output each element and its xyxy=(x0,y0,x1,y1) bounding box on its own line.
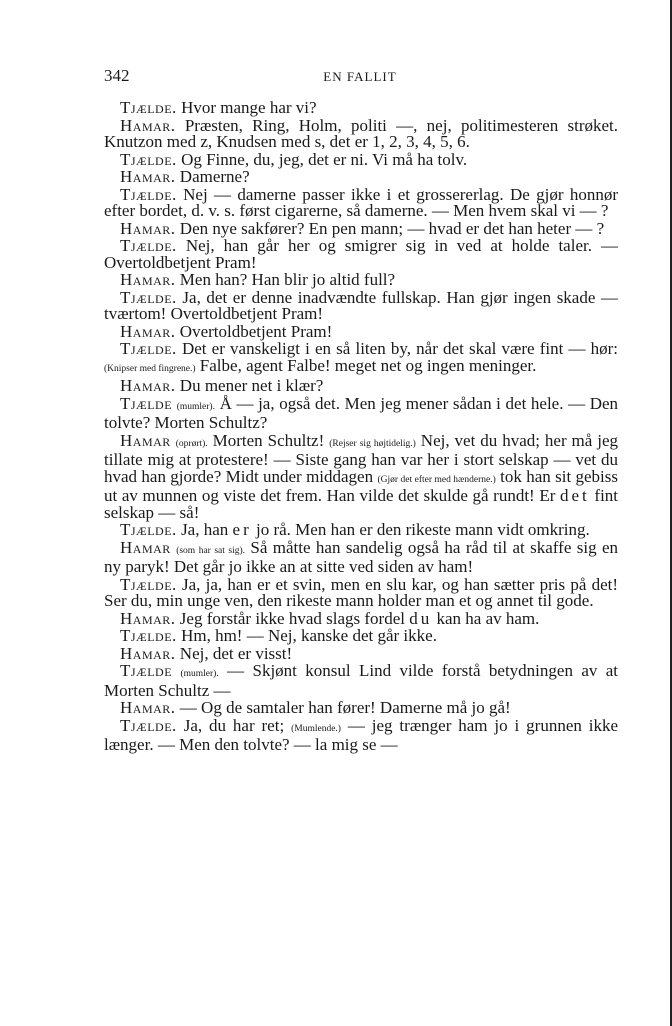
dialogue-line xyxy=(104,574,618,610)
dialogue-line xyxy=(104,238,618,271)
speaker-name: Tjælde. xyxy=(120,184,177,204)
line-text: Nej, det er visst! xyxy=(179,643,293,663)
speaker-name: Tjælde. xyxy=(120,339,177,358)
dialogue-text xyxy=(104,100,618,755)
line-text: Ja, du har ret; xyxy=(183,715,285,735)
line-text: Nej, han går her og smigrer sig in ved at holde taler. — Overtoldbetjent Pram! xyxy=(104,236,618,272)
dialogue-line xyxy=(104,537,619,576)
speaker-name: Hamar. xyxy=(120,270,176,289)
dialogue-line xyxy=(104,321,618,341)
speaker-name: Tjælde. xyxy=(120,287,177,307)
line-text: Damerne? xyxy=(179,167,250,186)
speaker-name: Hamar. xyxy=(120,115,176,135)
speaker-name: Hamar. xyxy=(120,608,176,628)
line-text: Og Finne, du, jeg, det er ni. Vi må ha tolv. xyxy=(181,149,468,169)
speaker-name: Hamar xyxy=(120,537,171,557)
stage-direction: (oprørt). xyxy=(175,438,208,449)
emphasis-text: du xyxy=(409,608,433,628)
speaker-name: Tjælde. xyxy=(120,626,177,645)
stage-direction: (Mumlende.) xyxy=(291,723,341,734)
dialogue-line xyxy=(104,522,618,539)
dialogue-line xyxy=(104,184,618,220)
speaker-name: Tjælde xyxy=(120,393,173,413)
line-text: Morten Schultz! xyxy=(212,430,325,450)
dialogue-line xyxy=(104,700,618,717)
line-text: Nej — damerne passer ikke i et grossererlag. De gjør honnør efter bordet, d. v. s. først cigarerne, så damerne. — Men hvem skal vi — ? xyxy=(104,184,618,220)
stage-direction: (som har sat sig). xyxy=(176,545,246,556)
line-text: Hvor mange har vi? xyxy=(181,98,317,117)
line-text: Så måtte han sandelig også ha råd til at skaffe sig en ny paryk! Det går jo ikke an at sitte ved siden av ham! xyxy=(104,537,619,576)
speaker-name: Hamar. xyxy=(120,321,176,341)
dialogue-line xyxy=(104,272,618,289)
speaker-name: Hamar xyxy=(120,430,171,450)
dialogue-line xyxy=(104,393,619,432)
line-text: Den nye sakfører? En pen mann; — hvad er det han heter — ? xyxy=(179,218,605,238)
dialogue-line xyxy=(104,287,618,323)
line-text: Jeg forstår ikke hvad slags fordel xyxy=(179,608,405,628)
stage-direction: (Gjør det efter med hænderne.) xyxy=(377,474,496,485)
speaker-name: Hamar. xyxy=(120,643,176,663)
line-text: Præsten, Ring, Holm, politi —, nej, politimesteren strøket. Knutzon med z, Knudsen med s, det er 1, 2, 3, 4, 5, 6. xyxy=(104,115,619,151)
line-text: jo rå. Men han er den rikeste mann vidt omkring. xyxy=(256,520,590,539)
stage-direction: (Knipser med fingrene.) xyxy=(104,363,196,374)
emphasis-text: er xyxy=(232,520,252,539)
line-text: Ja, ja, han er et svin, men en slu kar, og han sætter pris på det! Ser du, min unge ven, den rikeste mann holder man et og annet til gode. xyxy=(104,574,618,610)
line-text: — jeg trænger ham jo i grunnen ikke længer. — Men den tolvte? — la mig se — xyxy=(104,715,619,754)
line-text: Det er vanskeligt i en så liten by, når det skal være fint — hør: xyxy=(181,339,619,358)
line-text: Ja, han xyxy=(181,520,229,539)
dialogue-line xyxy=(104,218,618,238)
line-text: Overtoldbetjent Pram! xyxy=(179,321,333,341)
speaker-name: Tjælde. xyxy=(120,574,177,594)
speaker-name: Hamar. xyxy=(120,698,176,717)
page-header xyxy=(104,66,616,90)
dialogue-line xyxy=(104,149,618,169)
page-number: 342 xyxy=(104,66,130,85)
dialogue-line xyxy=(104,169,618,186)
dialogue-line xyxy=(104,341,618,377)
dialogue-line xyxy=(104,378,618,395)
line-text: Ja, det er denne inadvændte fullskap. Han gjør ingen skade — tværtom! Overtoldbetjent Pram! xyxy=(104,287,618,323)
dialogue-line xyxy=(104,115,619,151)
speaker-name: Tjælde. xyxy=(120,715,177,735)
running-title: EN FALLIT xyxy=(323,69,397,84)
stage-direction: (mumler). xyxy=(180,669,219,679)
speaker-name: Hamar. xyxy=(120,167,176,186)
dialogue-line xyxy=(104,715,619,754)
dialogue-line xyxy=(104,663,618,699)
speaker-name: Tjælde xyxy=(120,661,173,680)
stage-direction: (Rejser sig højtidelig.) xyxy=(329,438,416,449)
emphasis-text: det xyxy=(560,486,590,505)
dialogue-line xyxy=(104,430,619,522)
line-text: fint selskap — så! xyxy=(104,486,619,522)
line-text: Nej, vet du hvad; her må jeg tillate mig at protestere! — Siste gang han var her i stort selskap — vet du hvad han gjorde? Midt under middagen xyxy=(104,430,619,486)
line-text: Du mener net i klær? xyxy=(179,376,324,395)
line-text: Men han? Han blir jo altid full? xyxy=(179,270,396,289)
stage-direction: (mumler). xyxy=(176,401,215,412)
dialogue-line xyxy=(104,100,618,117)
dialogue-line xyxy=(104,628,618,645)
speaker-name: Tjælde. xyxy=(120,236,177,255)
speaker-name: Tjælde. xyxy=(120,520,177,539)
line-text: Å — ja, også det. Men jeg mener sådan i det hele. — Den tolvte? Morten Schultz? xyxy=(104,393,619,432)
line-text: kan ha av ham. xyxy=(436,608,540,628)
line-text: Hm, hm! — Nej, kanske det går ikke. xyxy=(181,626,437,645)
speaker-name: Hamar. xyxy=(120,218,176,238)
speaker-name: Hamar. xyxy=(120,376,176,395)
line-text: tok han sit gebiss ut av munnen og viste det frem. Han vilde det skulde gå rundt! Er xyxy=(104,466,619,505)
line-text: — Og de samtaler han fører! Damerne må jo gå! xyxy=(179,698,511,717)
speaker-name: Tjælde. xyxy=(120,149,177,169)
line-text: — Skjønt konsul Lind vilde forstå betydningen av at Morten Schultz — xyxy=(104,661,619,700)
dialogue-line xyxy=(104,643,618,663)
dialogue-line xyxy=(104,608,618,628)
line-text: Falbe, agent Falbe! meget net og ingen meninger. xyxy=(199,355,537,375)
speaker-name: Tjælde. xyxy=(120,98,177,117)
